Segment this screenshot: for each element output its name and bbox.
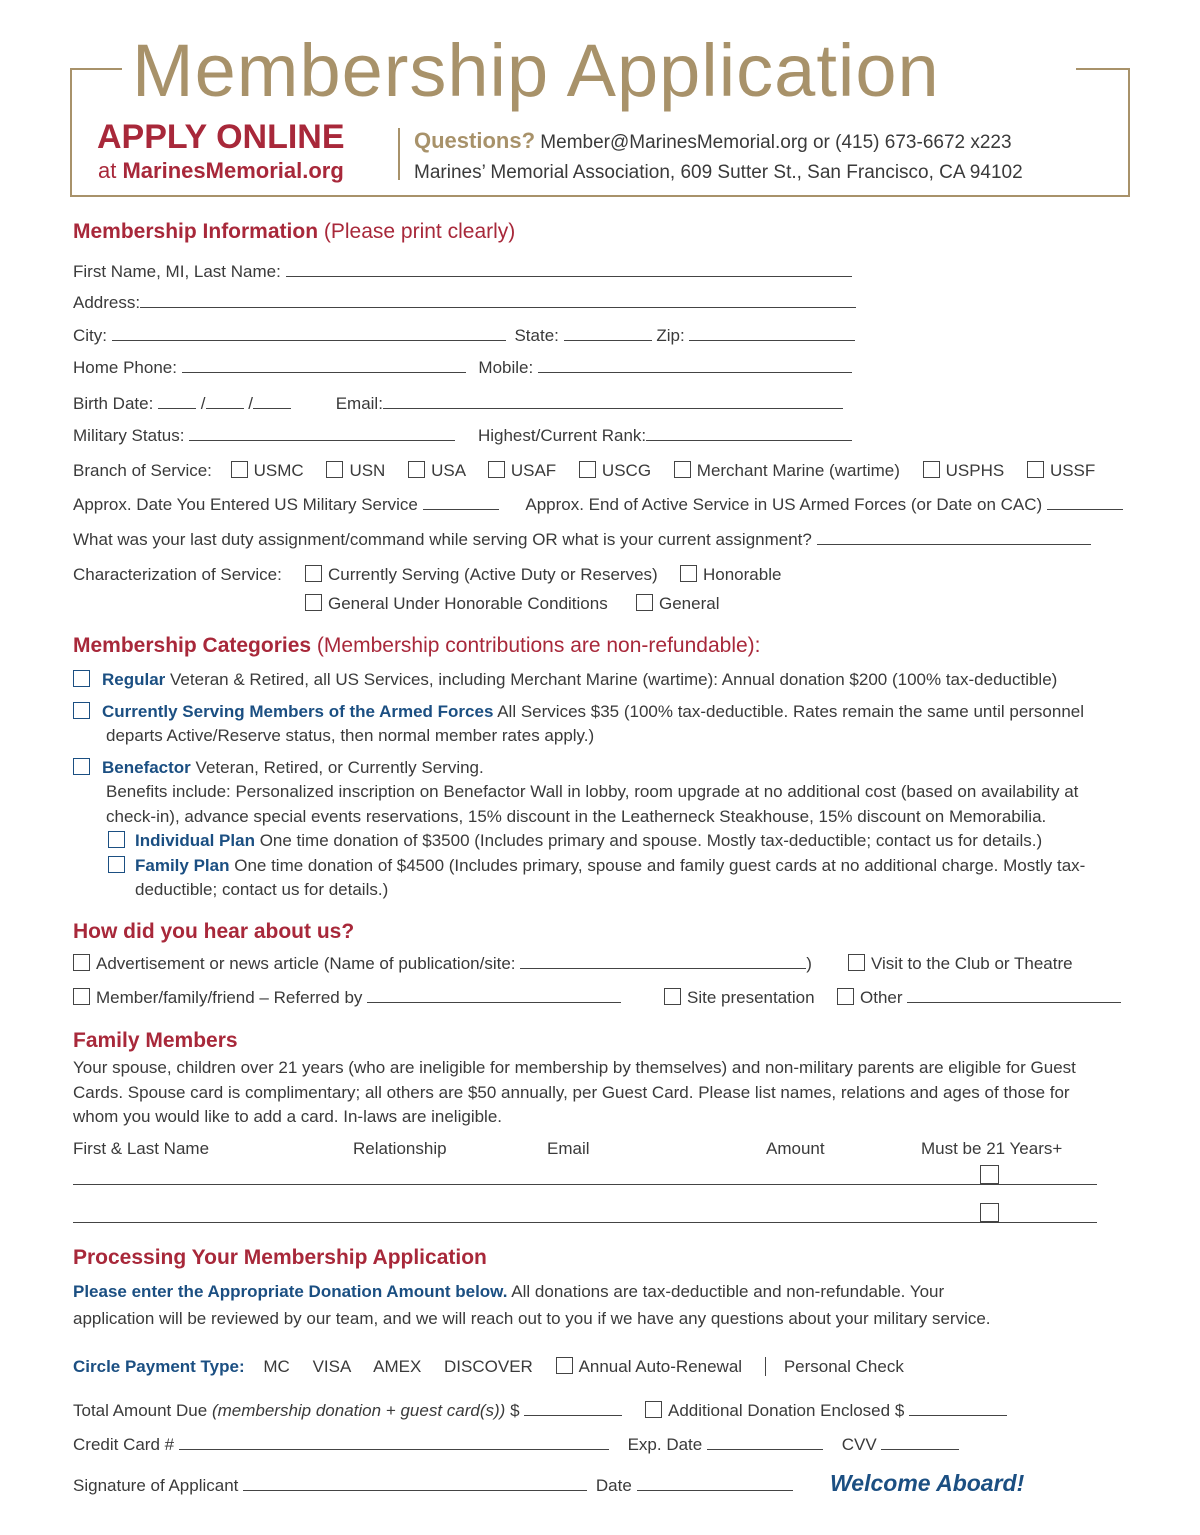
checkbox-icon[interactable]: [1027, 461, 1044, 478]
plan-family[interactable]: Family Plan One time donation of $4500 (Includes primary, spouse and family guest cards at no additional charge. Mostly tax-: [108, 856, 1085, 876]
checkbox-icon[interactable]: [980, 1165, 999, 1184]
branch-merchant[interactable]: Merchant Marine (wartime): [674, 461, 900, 480]
branch-usmc[interactable]: USMC: [231, 461, 304, 480]
city-label: City:: [73, 326, 107, 345]
zip-label: Zip:: [656, 326, 685, 345]
family-heading: Family Members: [73, 1029, 238, 1052]
total-label: Total Amount Due: [73, 1401, 208, 1420]
char-option-honorable[interactable]: Honorable: [680, 565, 781, 585]
heading-note: (Membership contributions are non-refundable):: [316, 634, 761, 657]
personal-check[interactable]: Personal Check: [783, 1357, 904, 1376]
checkbox-icon[interactable]: [305, 594, 322, 611]
col-name: First & Last Name: [73, 1139, 210, 1158]
other-field[interactable]: [907, 988, 1121, 1003]
military-row: [73, 426, 852, 446]
char-option-general-honorable[interactable]: General Under Honorable Conditions: [305, 594, 608, 614]
char-option-current[interactable]: Currently Serving (Active Duty or Reserves): [305, 565, 658, 585]
frame-top-left: [70, 68, 122, 70]
city-field[interactable]: [112, 326, 506, 341]
frame-left: [70, 68, 72, 196]
serving-text-2: departs Active/Reserve status, then normal member rates apply.): [106, 726, 595, 745]
col-relationship: Relationship: [353, 1139, 447, 1158]
military-status-label: Military Status:: [73, 426, 185, 445]
processing-text-1: Please enter the Appropriate Donation Amount below. All donations are tax-deductible and non-refundable. Your: [73, 1282, 945, 1301]
signature-label: Signature of Applicant: [73, 1476, 239, 1495]
category-benefactor[interactable]: Benefactor Veteran, Retired, or Currently Serving.: [73, 758, 484, 778]
branch-row: [73, 461, 1095, 481]
characterization-row: [73, 565, 282, 585]
publication-field[interactable]: [520, 954, 806, 969]
mobile-field[interactable]: [538, 358, 852, 373]
processing-heading: Processing Your Membership Application: [73, 1246, 487, 1269]
total-row: [73, 1401, 1007, 1421]
checkbox-icon[interactable]: [73, 702, 90, 719]
checkbox-icon[interactable]: [674, 461, 691, 478]
col-amount: Amount: [766, 1139, 825, 1158]
entered-field[interactable]: [423, 495, 499, 510]
payment-discover[interactable]: DISCOVER: [444, 1357, 533, 1376]
checkbox-icon[interactable]: [73, 670, 90, 687]
checkbox-icon[interactable]: [579, 461, 596, 478]
checkbox-icon[interactable]: [664, 988, 681, 1005]
checkbox-icon[interactable]: [680, 565, 697, 582]
checkbox-icon[interactable]: [645, 1401, 662, 1418]
checkbox-icon[interactable]: [305, 565, 322, 582]
questions-contact: Member@MarinesMemorial.org or (415) 673-6672 x223: [540, 132, 1012, 153]
col-21: Must be 21 Years+: [921, 1139, 1063, 1158]
checkbox-icon[interactable]: [73, 954, 90, 971]
credit-card-field[interactable]: [179, 1435, 609, 1450]
name-field[interactable]: [286, 262, 852, 277]
home-phone-field[interactable]: [182, 358, 466, 373]
signature-field[interactable]: [243, 1476, 587, 1491]
birth-year-field[interactable]: [253, 394, 291, 409]
phone-row: [73, 358, 852, 378]
questions-label: Questions?: [414, 128, 536, 153]
total-dollar: $: [510, 1401, 520, 1420]
branch-label: Branch of Service:: [73, 461, 212, 480]
entered-label: Approx. Date You Entered US Military Service: [73, 495, 418, 514]
checkbox-icon[interactable]: [556, 1357, 573, 1374]
checkbox-icon[interactable]: [488, 461, 505, 478]
category-regular[interactable]: Regular Veteran & Retired, all US Services, including Merchant Marine (wartime): Annual donation $200 (100% tax-deductible): [73, 670, 1057, 690]
address-row: [73, 293, 856, 313]
checkbox-icon[interactable]: [408, 461, 425, 478]
birth-row: Birth Date: / / Email:: [73, 394, 843, 414]
total-note: (membership donation + guest card(s)): [211, 1401, 506, 1420]
checkbox-icon[interactable]: [848, 954, 865, 971]
payment-amex[interactable]: AMEX: [373, 1357, 422, 1376]
checkbox-icon[interactable]: [980, 1203, 999, 1222]
payment-label: Circle Payment Type:: [73, 1357, 245, 1376]
duty-field[interactable]: [817, 530, 1091, 545]
date-field[interactable]: [637, 1476, 793, 1491]
rank-field[interactable]: [646, 426, 852, 441]
name-row: [73, 262, 852, 282]
duty-label: What was your last duty assignment/command while serving OR what is your current assignment?: [73, 530, 812, 549]
family-text-1: Your spouse, children over 21 years (who are ineligible for membership by themselves) and non-military parents are eligible for Guest: [73, 1058, 1076, 1077]
benefits-line-1: Benefits include: Personalized inscription on Benefactor Wall in lobby, room upgrade at no additional cost (based on availability at: [106, 782, 1079, 801]
processing-text-2: application will be reviewed by our team, and we will reach out to you if we have any questions about your military service.: [73, 1309, 991, 1328]
address-field[interactable]: [140, 293, 856, 308]
end-field[interactable]: [1047, 495, 1123, 510]
hear-referred[interactable]: Member/family/friend – Referred by: [73, 988, 621, 1008]
membership-info-heading: Membership Information (Please print clearly): [73, 220, 516, 243]
checkbox-icon[interactable]: [837, 988, 854, 1005]
branch-uscg[interactable]: USCG: [579, 461, 651, 480]
state-field[interactable]: [564, 326, 652, 341]
apply-online: APPLY ONLINE: [97, 118, 345, 156]
plan-individual[interactable]: Individual Plan One time donation of $3500 (Includes primary and spouse. Mostly tax-deductible; contact us for details.): [108, 831, 1042, 851]
rank-label: Highest/Current Rank:: [477, 426, 647, 445]
checkbox-icon[interactable]: [326, 461, 343, 478]
categories-heading: Membership Categories (Membership contributions are non-refundable):: [73, 634, 761, 657]
payment-mc[interactable]: MC: [263, 1357, 290, 1376]
military-status-field[interactable]: [189, 426, 455, 441]
apply-site[interactable]: [98, 158, 344, 184]
hear-visit[interactable]: Visit to the Club or Theatre: [848, 954, 1073, 974]
family-row-line[interactable]: [73, 1184, 1097, 1185]
frame-top-right: [1076, 68, 1130, 70]
apply-at: at: [98, 158, 117, 183]
header-divider: [398, 128, 400, 180]
credit-card-label: Credit Card #: [73, 1435, 175, 1454]
char-option-general[interactable]: General: [636, 594, 719, 614]
additional-field[interactable]: [909, 1401, 1007, 1416]
city-row: [73, 326, 855, 346]
name-label: First Name, MI, Last Name:: [73, 262, 281, 281]
auto-renewal[interactable]: Annual Auto-Renewal: [556, 1357, 743, 1376]
checkbox-icon[interactable]: [73, 758, 90, 775]
payment-divider: [765, 1357, 904, 1376]
questions-line: [414, 128, 1012, 154]
family-text-2: Cards. Spouse card is complimentary; all others are $50 annually, per Guest Card. Please list names, relations and ages of those for: [73, 1083, 1070, 1102]
category-serving[interactable]: Currently Serving Members of the Armed Forces All Services $35 (100% tax-deductible. Rates remain the same until personnel: [73, 702, 1084, 722]
heading-note: (Please print clearly): [323, 220, 516, 243]
email-field[interactable]: [383, 394, 843, 409]
branch-ussf[interactable]: USSF: [1027, 461, 1095, 480]
cvv-label: CVV: [841, 1435, 877, 1454]
exp-label: Exp. Date: [627, 1435, 703, 1454]
checkbox-icon[interactable]: [923, 461, 940, 478]
email-label: Email:: [335, 394, 383, 413]
home-phone-label: Home Phone:: [73, 358, 177, 377]
address-label: Address:: [73, 293, 141, 312]
page-title: Membership Application: [132, 29, 940, 112]
birth-day-field[interactable]: [206, 394, 244, 409]
checkbox-icon[interactable]: [231, 461, 248, 478]
hear-other[interactable]: Other: [837, 988, 1121, 1008]
checkbox-icon[interactable]: [636, 594, 653, 611]
characterization-label: Characterization of Service:: [73, 565, 282, 584]
signature-row: [73, 1476, 793, 1496]
family-text-3: whom you would like to add a card. In-laws are ineligible.: [73, 1107, 503, 1126]
additional-donation[interactable]: Additional Donation Enclosed $: [645, 1401, 904, 1420]
exp-field[interactable]: [707, 1435, 823, 1450]
branch-usphs[interactable]: USPHS: [923, 461, 1005, 480]
frame-right: [1128, 68, 1130, 196]
referred-field[interactable]: [367, 988, 621, 1003]
frame-bottom: [70, 195, 1130, 197]
duty-row: [73, 530, 1091, 550]
end-label: Approx. End of Active Service in US Armed Forces (or Date on CAC): [525, 495, 1043, 514]
birth-month-field[interactable]: [158, 394, 196, 409]
family-plan-text-2: deductible; contact us for details.): [135, 880, 389, 899]
branch-usn[interactable]: USN: [326, 461, 385, 480]
mobile-label: Mobile:: [478, 358, 534, 377]
birth-label: Birth Date:: [73, 394, 154, 413]
col-email: Email: [547, 1139, 590, 1158]
benefits-line-2: check-in), advance special events reservations, 15% discount in the Leatherneck Steakhouse, 15% discount on Memorabilia.: [106, 807, 1047, 826]
hear-heading: How did you hear about us?: [73, 920, 355, 943]
apply-site-link[interactable]: MarinesMemorial.org: [122, 158, 344, 183]
checkbox-icon[interactable]: [73, 988, 90, 1005]
header-address: Marines’ Memorial Association, 609 Sutter St., San Francisco, CA 94102: [414, 162, 1023, 183]
hear-advert[interactable]: Advertisement or news article (Name of publication/site: ): [73, 954, 812, 974]
checkbox-icon[interactable]: [108, 831, 125, 848]
payment-visa[interactable]: VISA: [312, 1357, 351, 1376]
state-label: State:: [514, 326, 559, 345]
card-row: [73, 1435, 959, 1455]
welcome-aboard: Welcome Aboard!: [830, 1470, 1025, 1496]
hear-site[interactable]: Site presentation: [664, 988, 815, 1008]
zip-field[interactable]: [689, 326, 855, 341]
checkbox-icon[interactable]: [108, 856, 125, 873]
payment-row: [73, 1357, 904, 1377]
branch-usa[interactable]: USA: [408, 461, 465, 480]
total-field[interactable]: [524, 1401, 622, 1416]
cvv-field[interactable]: [881, 1435, 959, 1450]
service-dates-row: [73, 495, 1123, 515]
family-row-line[interactable]: [73, 1222, 1097, 1223]
branch-usaf[interactable]: USAF: [488, 461, 556, 480]
date-label: Date: [595, 1476, 632, 1495]
